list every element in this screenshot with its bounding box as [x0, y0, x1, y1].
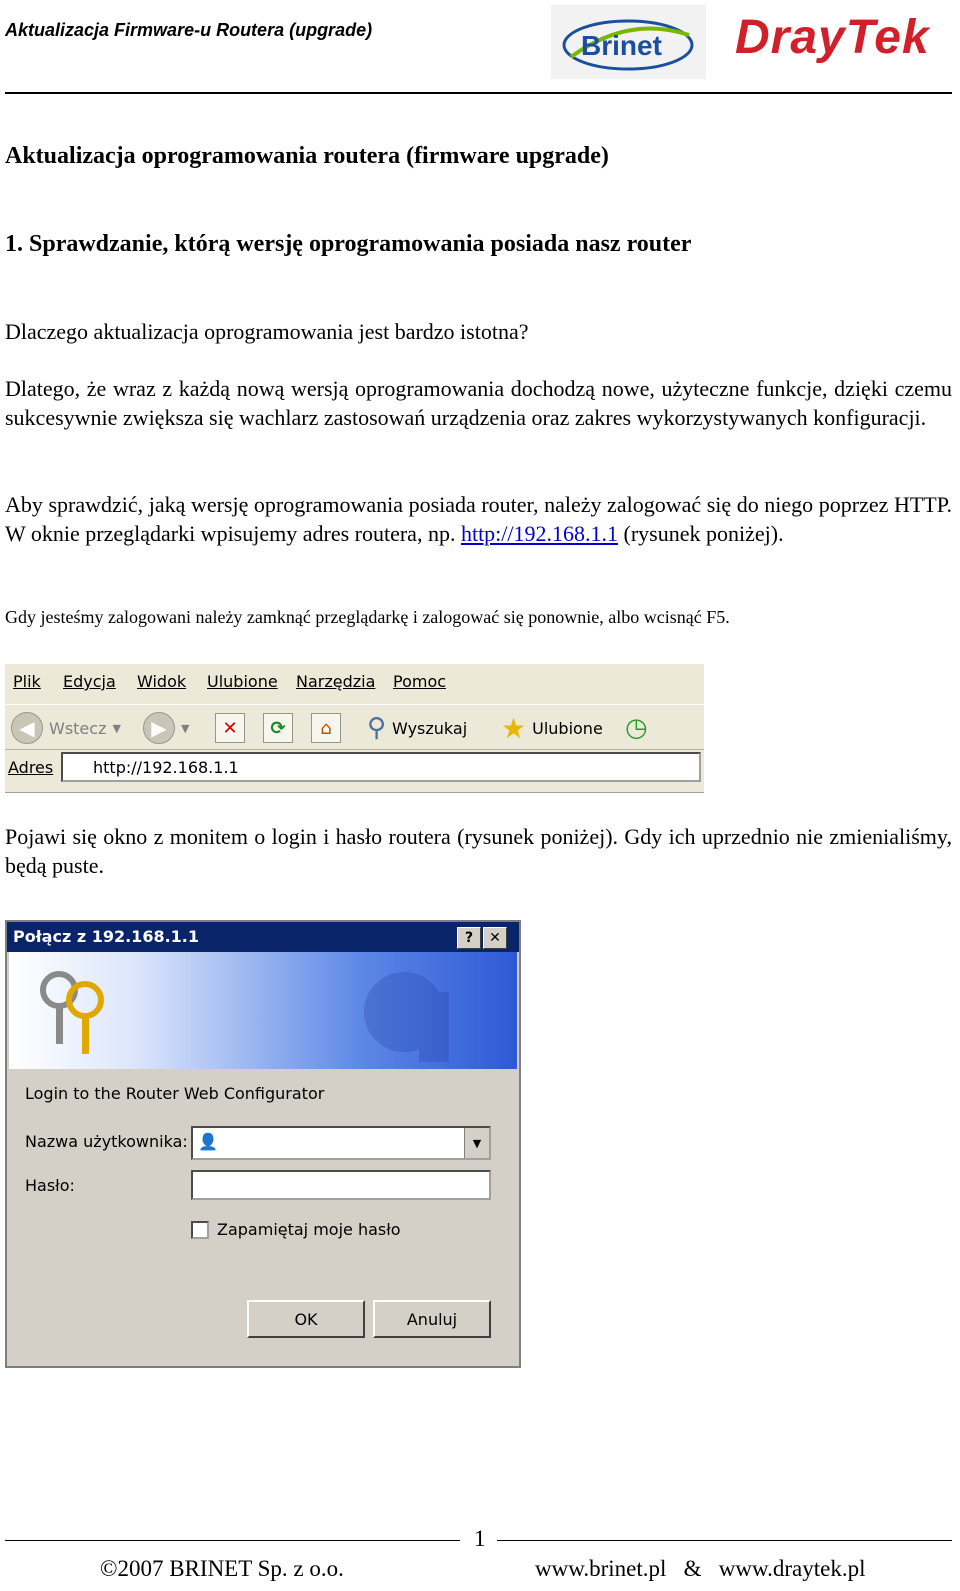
back-arrow-icon: ◀: [11, 712, 43, 744]
menu-edit[interactable]: Edycja: [63, 672, 116, 691]
footer-websites: www.brinet.pl & www.draytek.pl: [535, 1556, 866, 1581]
address-label: Adres: [8, 758, 54, 777]
favorites-button[interactable]: ★ Ulubione: [501, 711, 603, 745]
history-icon[interactable]: ◷: [625, 713, 648, 743]
username-combobox[interactable]: [191, 1126, 491, 1160]
brinet-logo: [551, 5, 706, 79]
chevron-down-icon: ▼: [181, 721, 190, 735]
svg-text:Brinet: Brinet: [581, 30, 662, 61]
toolbar-row: [5, 704, 704, 750]
user-icon: 👤: [198, 1132, 218, 1151]
chevron-down-icon: ▼: [112, 721, 121, 735]
login-dialog: [5, 920, 521, 1368]
home-icon[interactable]: ⌂: [311, 713, 341, 743]
header-title: Aktualizacja Firmware-u Routera (upgrade): [5, 20, 373, 40]
footer-rule-right: [497, 1540, 952, 1541]
password-field[interactable]: [191, 1170, 491, 1200]
dialog-title: Połącz z 192.168.1.1: [13, 927, 199, 946]
paragraph-2: Aby sprawdzić, jaką wersję oprogramowania posiada router, należy zalogować się do niego poprzez HTTP. W oknie przeglądarki wpisujemy adres routera, np. http://192.168.1.1 (rysunek poniżej).: [5, 492, 952, 546]
page-number: 1: [474, 1526, 486, 1551]
star-icon: ★: [501, 711, 527, 745]
close-button[interactable]: ✕: [483, 927, 507, 949]
page-title: Aktualizacja oprogramowania routera (firmware upgrade): [5, 143, 609, 169]
remember-password-row: [191, 1220, 401, 1239]
cancel-button[interactable]: Anuluj: [373, 1300, 491, 1338]
help-button[interactable]: ?: [457, 927, 481, 949]
password-label: Hasło:: [25, 1176, 75, 1195]
dialog-titlebar: [7, 922, 519, 952]
draytek-logo: DrayTek: [735, 11, 930, 64]
menu-view[interactable]: Widok: [137, 672, 187, 691]
menu-file[interactable]: Plik: [13, 672, 41, 691]
menu-tools[interactable]: Narzędzia: [296, 672, 376, 691]
header-rule: [5, 92, 952, 94]
search-button[interactable]: ⚲ Wyszukaj: [367, 713, 468, 743]
section-heading: 1. Sprawdzanie, którą wersję oprogramowania posiada nasz router: [5, 231, 692, 257]
question: Dlaczego aktualizacja oprogramowania jest bardzo istotna?: [5, 319, 529, 344]
search-icon: ⚲: [367, 713, 387, 743]
menu-help[interactable]: Pomoc: [393, 672, 447, 691]
back-button[interactable]: ◀ Wstecz ▼: [11, 713, 121, 743]
username-label: Nazwa użytkownika:: [25, 1132, 188, 1151]
forward-arrow-icon: ▶: [143, 712, 175, 744]
dialog-banner: [9, 952, 517, 1069]
address-input[interactable]: http://192.168.1.1: [61, 752, 701, 782]
keys-icon: [9, 952, 517, 1069]
forward-button[interactable]: [143, 713, 189, 743]
ok-button[interactable]: OK: [247, 1300, 365, 1338]
address-row: [5, 750, 704, 790]
chevron-down-icon[interactable]: ▼: [464, 1128, 489, 1158]
router-address-link[interactable]: http://192.168.1.1: [460, 521, 619, 546]
remember-label: Zapamiętaj moje hasło: [217, 1220, 401, 1239]
paragraph-1: Dlatego, że wraz z każdą nową wersją oprogramowania dochodzą nowe, użyteczne funkcje, dzięki czemu sukcesywnie zwiększa się wachlarz zastosowań urządzenia oraz zakres wykorzystywanych konfiguracji.: [5, 376, 952, 430]
paragraph-3: Gdy jesteśmy zalogowani należy zamknąć przeglądarkę i zalogować się ponownie, albo wcisnąć F5.: [5, 607, 730, 627]
stop-icon[interactable]: ✕: [215, 713, 245, 743]
menu-favorites[interactable]: Ulubione: [207, 672, 278, 691]
footer-rule-left: [5, 1540, 460, 1541]
browser-toolbar: [5, 664, 704, 793]
paragraph-4: Pojawi się okno z monitem o login i hasło routera (rysunek poniżej). Gdy ich uprzednio nie zmienialiśmy, będą puste.: [5, 824, 952, 878]
remember-checkbox[interactable]: [191, 1221, 209, 1239]
refresh-icon[interactable]: ⟳: [263, 713, 293, 743]
dialog-message: Login to the Router Web Configurator: [25, 1084, 325, 1103]
footer-copyright: ©2007 BRINET Sp. z o.o.: [100, 1556, 344, 1581]
